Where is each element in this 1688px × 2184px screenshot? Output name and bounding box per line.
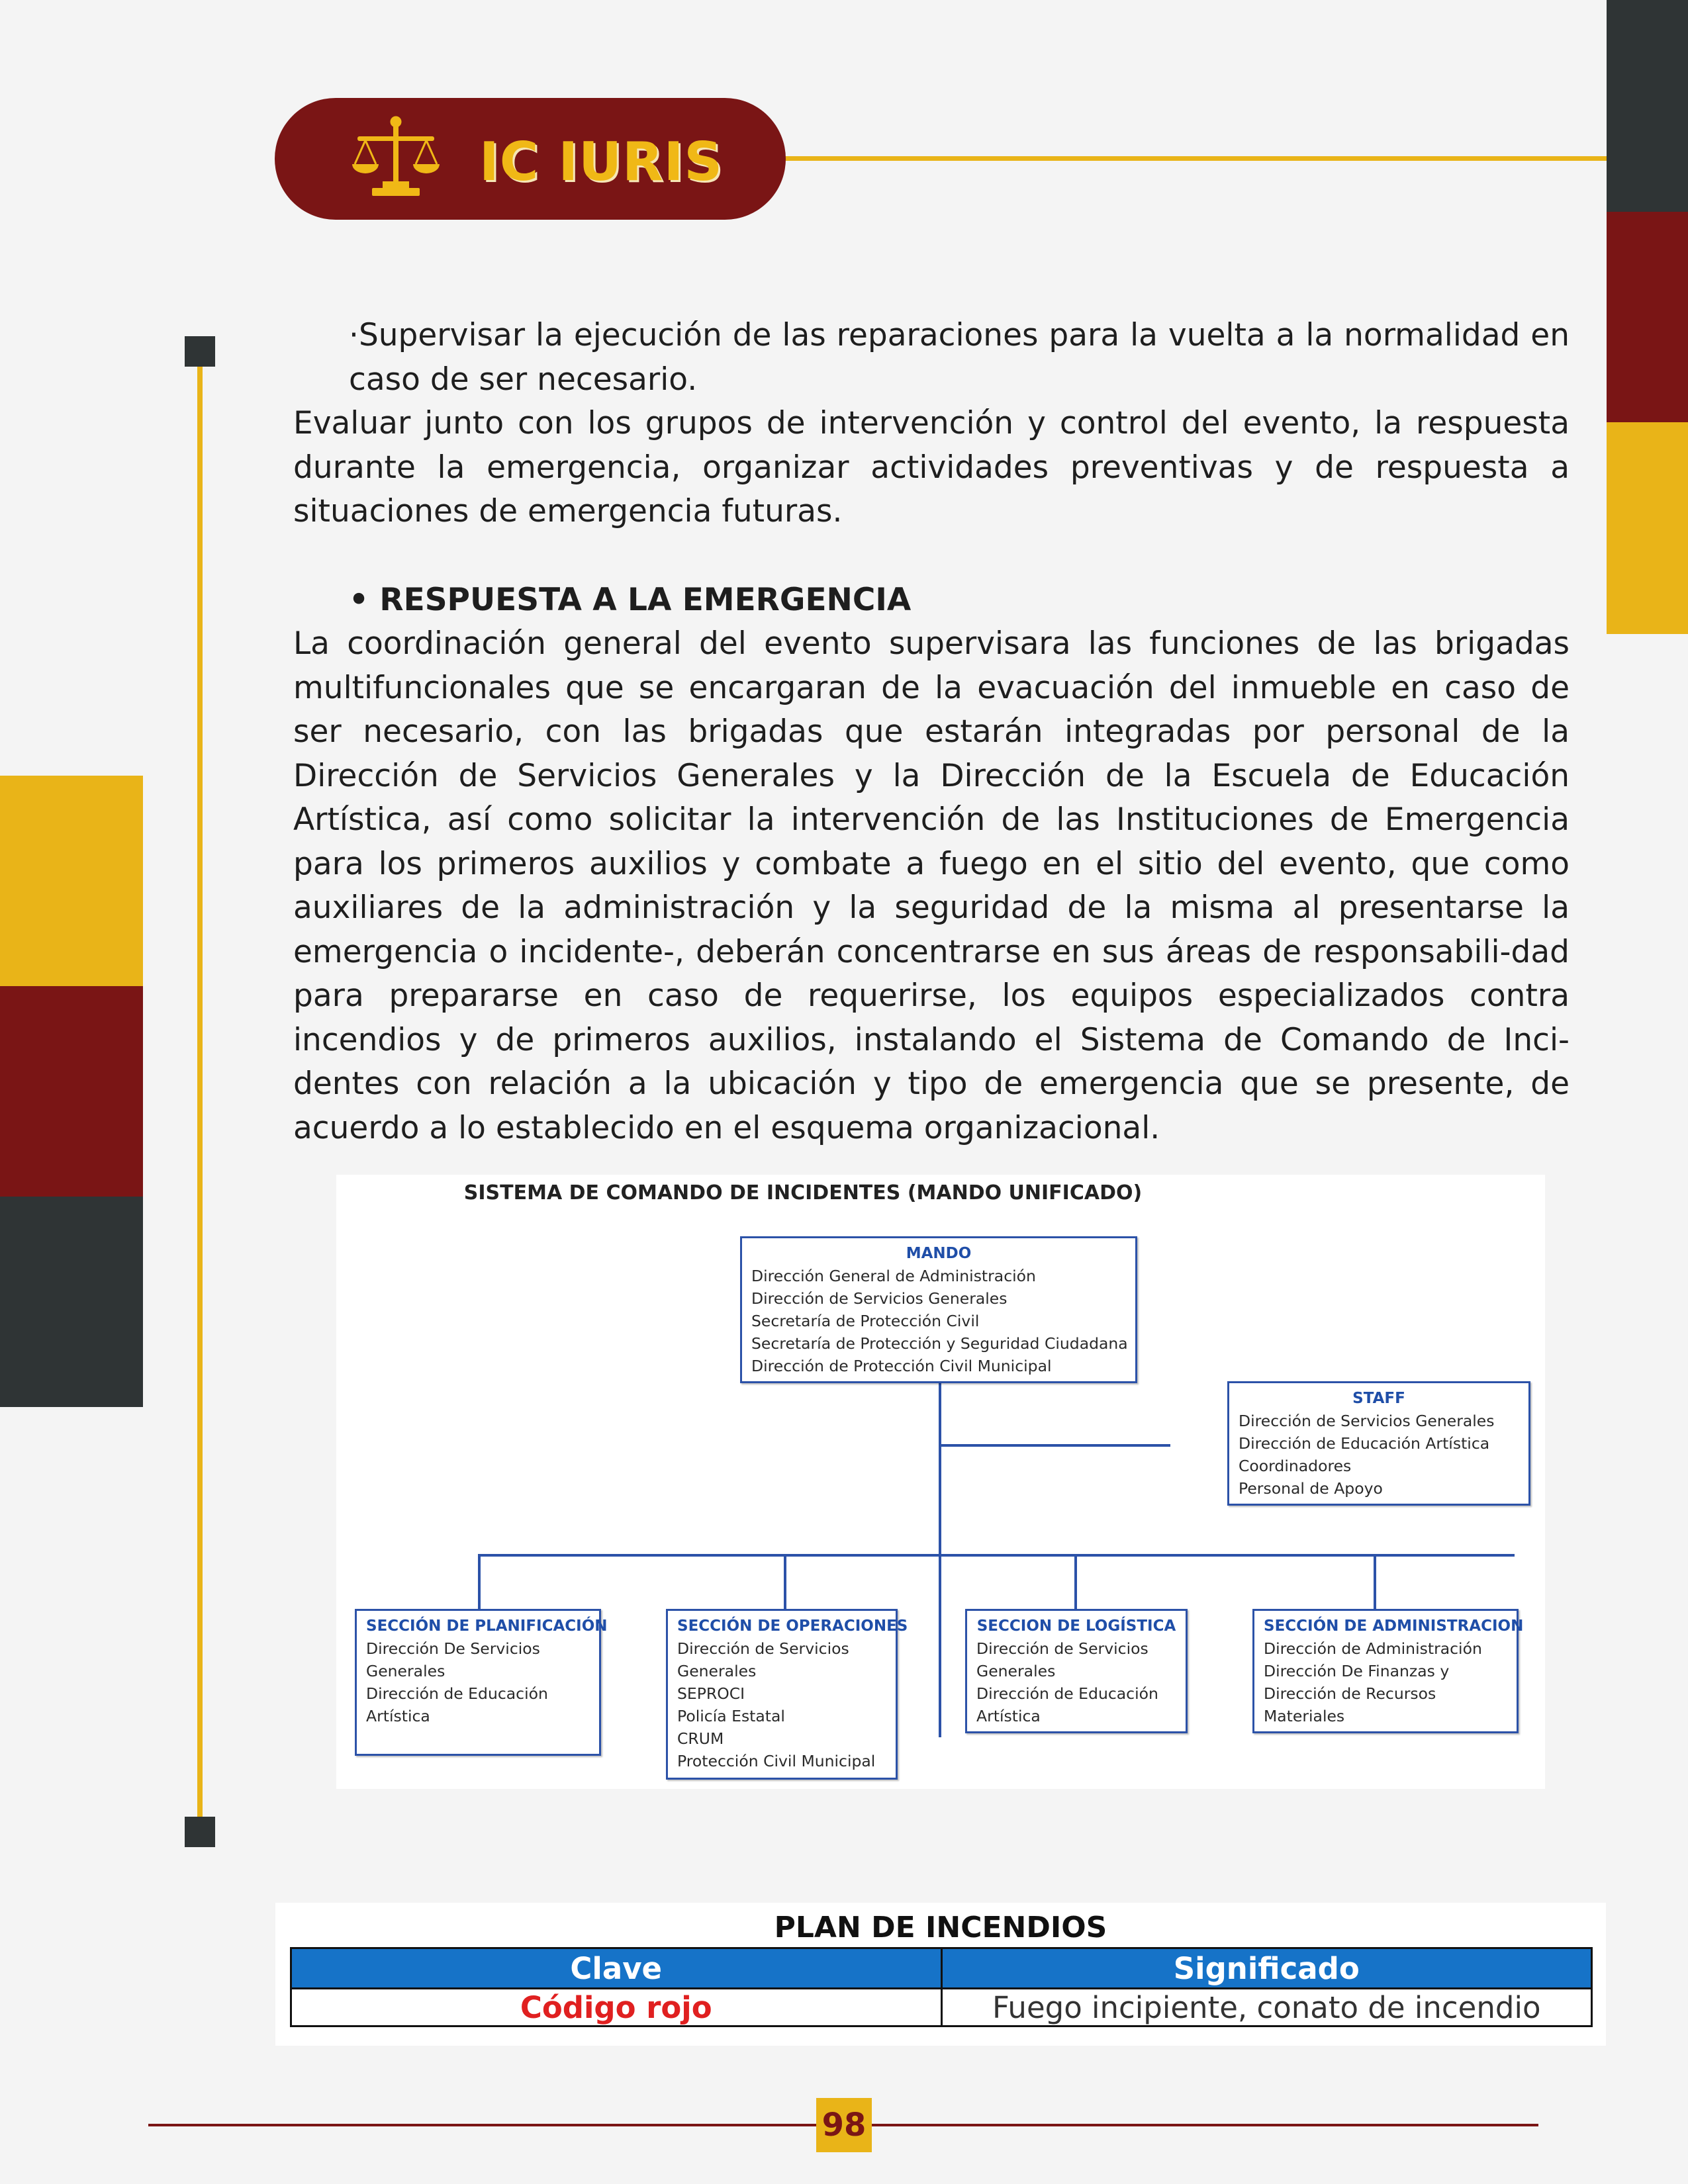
box-staff-line: Dirección de Educación Artística [1239, 1434, 1490, 1453]
left-bar-charcoal [0, 1197, 143, 1407]
cell-clave: Código rojo [291, 1989, 942, 2026]
column-header-significado: Significado [941, 1948, 1592, 1989]
box-operaciones-title: SECCIÓN DE OPERACIONES [677, 1617, 908, 1635]
cell-significado: Fuego incipiente, conato de incendio [941, 1989, 1592, 2026]
page-number: 98 [816, 2098, 872, 2152]
table-row [291, 1989, 1592, 2026]
connector-staff [939, 1444, 1170, 1447]
box-planificacion-line: Dirección De Servicios [366, 1639, 540, 1658]
left-vertical-rule [197, 351, 203, 1827]
box-planificacion-line: Generales [366, 1662, 445, 1680]
connector-operaciones [784, 1554, 786, 1610]
brand-title: IC IURIS [479, 131, 724, 193]
box-logistica-line: Generales [976, 1662, 1056, 1680]
box-logistica-title: SECCION DE LOGÍSTICA [976, 1617, 1176, 1635]
connector-logistica [1074, 1554, 1077, 1610]
box-mando [740, 1236, 1137, 1383]
box-staff-title: STAFF [1352, 1390, 1405, 1407]
box-planificacion-line: Artística [366, 1707, 430, 1725]
box-staff-line: Dirección de Servicios Generales [1239, 1412, 1495, 1430]
left-bar-maroon [0, 986, 143, 1197]
box-mando-line: Secretaría de Protección y Seguridad Ciudadana [751, 1334, 1128, 1353]
scales-of-justice-icon [350, 113, 442, 201]
bullet-supervisar: ·Supervisar la ejecución de las reparaciones para la vuelta a la normalidad en caso de ser necesario. [349, 317, 1570, 398]
box-operaciones-line: Generales [677, 1662, 757, 1680]
box-operaciones-line: CRUM [677, 1729, 724, 1748]
box-logistica-line: Dirección de Servicios [976, 1639, 1149, 1658]
box-staff-line: Personal de Apoyo [1239, 1479, 1383, 1498]
box-planificacion-title: SECCIÓN DE PLANIFICACIÓN [366, 1617, 608, 1635]
box-logistica-line: Artística [976, 1707, 1041, 1725]
box-mando-title: MANDO [906, 1245, 972, 1262]
right-bar-gold [1607, 422, 1688, 634]
box-mando-line: Dirección de Servicios Generales [751, 1289, 1008, 1308]
box-administracion-title: SECCIÓN DE ADMINISTRACION [1264, 1617, 1524, 1635]
box-staff-line: Coordinadores [1239, 1457, 1352, 1475]
plan-incendios-title: PLAN DE INCENDIOS [774, 1911, 1107, 1944]
connector-administracion [1374, 1554, 1376, 1610]
connector-planificacion [478, 1554, 481, 1610]
rule-cap-bottom [185, 1817, 215, 1847]
box-staff [1227, 1381, 1530, 1506]
header-rule [781, 156, 1607, 161]
box-operaciones [666, 1609, 908, 1780]
connector-sections-bar [478, 1554, 1515, 1557]
heading-respuesta-emergencia: • RESPUESTA A LA EMERGENCIA [349, 582, 912, 618]
box-operaciones-line: Policía Estatal [677, 1707, 785, 1725]
box-administracion [1252, 1609, 1524, 1733]
org-chart [336, 1175, 1545, 1789]
connector-mando-down [939, 1381, 941, 1737]
box-administracion-line: Dirección de Recursos [1264, 1684, 1436, 1703]
box-operaciones-line: Dirección de Servicios [677, 1639, 849, 1658]
paragraph-evaluar: Evaluar junto con los grupos de intervención y control del evento, la respuesta durante la emergencia, organizar actividades preventivas y de respuesta a situaciones de emergencia futuras. [293, 405, 1570, 529]
box-administracion-line: Materiales [1264, 1707, 1345, 1725]
org-chart-title: SISTEMA DE COMANDO DE INCIDENTES (MANDO UNIFICADO) [463, 1181, 1143, 1205]
box-mando-line: Dirección de Protección Civil Municipal [751, 1357, 1052, 1375]
box-planificacion [355, 1609, 608, 1756]
right-bar-charcoal [1607, 0, 1688, 212]
box-planificacion-line: Dirección de Educación [366, 1684, 548, 1703]
box-mando-line: Dirección General de Administración [751, 1267, 1036, 1285]
right-bar-maroon [1607, 212, 1688, 422]
plan-incendios-panel [275, 1903, 1606, 2046]
column-header-clave: Clave [291, 1948, 942, 1989]
box-operaciones-line: SEPROCI [677, 1684, 745, 1703]
plan-incendios-table [290, 1947, 1593, 2027]
paragraph-coordinacion: La coordinación general del evento supervisara las funciones de las brigadas multifuncionales que se encargaran de la evacuación del inmueble en caso de ser necesario, con las brigadas que estarán integradas por personal de la Dirección de Servicios Generales y la Dirección de la Escuela de Educación Artística, así como solicitar la intervención de las Instituciones de Emergencia para los primeros auxilios y combate a fuego en el sitio del evento, que como auxiliares de la administración y la seguridad de la misma al presentarse la emergencia o incidente-, deberán concentrarse en sus áreas de responsabili-dad para prepararse en caso de requerirse, los equipos especializados contra incendios y de primeros auxilios, instalando el Sistema de Comando de Inci-dentes con relación a la ubicación y tipo de emergencia que se presente, de acuerdo a lo establecido en el esquema organizacional. [293, 625, 1570, 1146]
box-mando-line: Secretaría de Protección Civil [751, 1312, 980, 1330]
box-logistica [965, 1609, 1188, 1733]
rule-cap-top [185, 336, 215, 367]
left-bar-gold [0, 776, 143, 986]
table-header-row [291, 1948, 1592, 1989]
box-administracion-line: Dirección De Finanzas y [1264, 1662, 1450, 1680]
box-logistica-line: Dirección de Educación [976, 1684, 1158, 1703]
box-operaciones-line: Protección Civil Municipal [677, 1752, 876, 1770]
box-administracion-line: Dirección de Administración [1264, 1639, 1482, 1658]
